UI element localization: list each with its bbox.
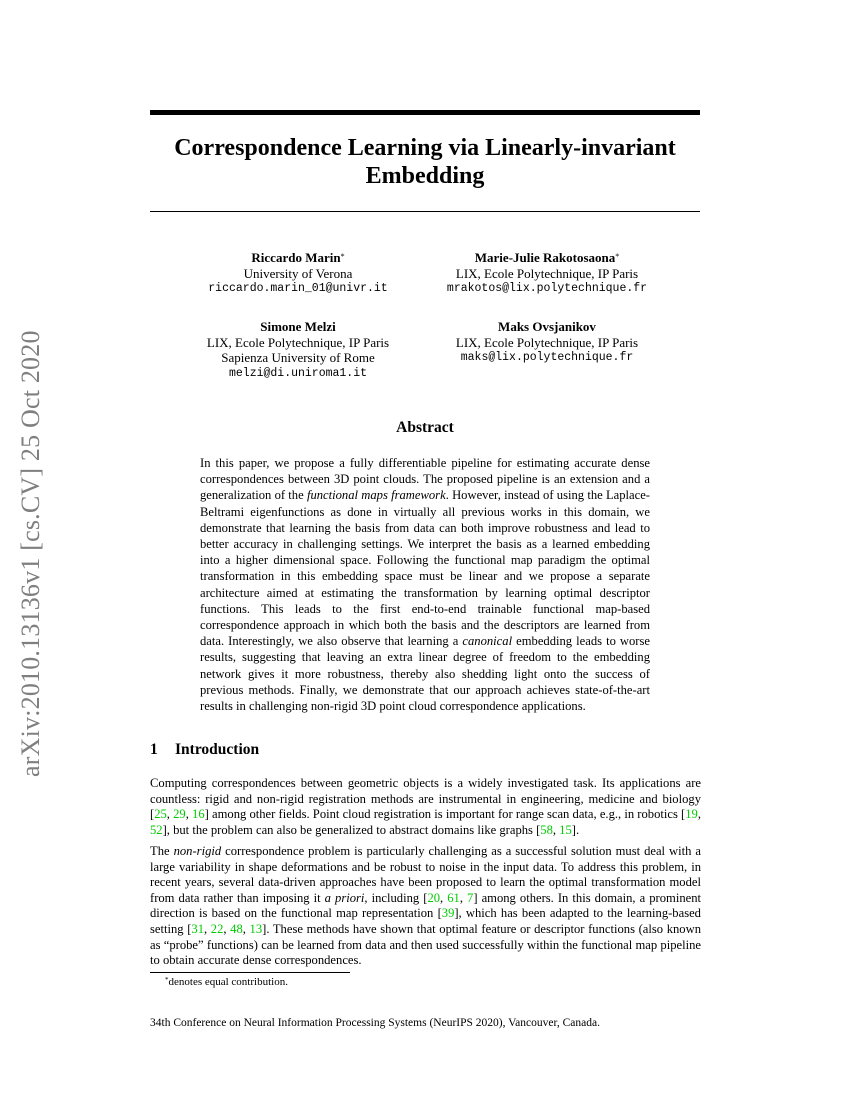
intro-paragraph-1: Computing correspondences between geometric objects is a widely investigated task. Its applications are countless: rigid and non-rigid registration methods are instrumental in engineering, medicine and biology [25, 29, 16] among other fields. Point cloud registration is important for range scan data, e.g., in robotics [19, 52], but the problem can also be generalized to abstract domains like graphs [58, 15]. [150, 776, 701, 837]
citation-link[interactable]: 13 [249, 921, 263, 936]
author-name: Maks Ovsjanikov [498, 319, 596, 334]
author-name: Marie-Julie Rakotosaona* [474, 250, 620, 265]
title-line-1: Correspondence Learning via Linearly-invariant [174, 135, 676, 161]
intro-paragraph-2: The non-rigid correspondence problem is particularly challenging as a successful solution must deal with a large variability in shape deformations and be robust to noise in the input data. To address this problem, in recent years, several data-driven approaches have been proposed to learn the optimal transformation model from data rather than imposing it a priori, including [20, 61, 7] among others. In this domain, a prominent direction is based on the functional map representation [39], which has been adapted to the learning-based setting [31, 22, 48, 13]. These methods have shown that optimal feature or descriptor functions (also known as “probe” functions) can be learned from data and then used successfully within the functional map pipeline to obtain accurate dense correspondences. [150, 844, 702, 968]
footnote-rule [150, 972, 350, 973]
footnote-mark: * [165, 976, 169, 984]
author-email: riccardo.marin_01@univr.it [208, 282, 388, 295]
section-title: Introduction [175, 741, 260, 758]
citation-link[interactable]: 31 [191, 921, 204, 936]
emphasis: canonical [462, 634, 513, 649]
author-email: maks@lix.polytechnique.fr [460, 351, 634, 364]
equal-contribution-mark: * [615, 252, 620, 261]
citation-link[interactable]: 48 [230, 921, 243, 936]
author-affiliation: Sapienza University of Rome [221, 350, 375, 365]
citation-link[interactable]: 20 [427, 890, 441, 905]
citation-link[interactable]: 52 [150, 822, 163, 837]
author-block [178, 250, 418, 297]
author-email: melzi@di.uniroma1.it [228, 366, 368, 380]
emphasis: non-rigid [173, 844, 222, 858]
title-top-rule [150, 110, 700, 115]
author-affiliation: LIX, Ecole Polytechnique, IP Paris [206, 334, 390, 350]
section-heading [150, 741, 259, 759]
author-block [427, 319, 667, 366]
title-line-2: Embedding [365, 163, 485, 189]
author-affiliation: University of Verona [243, 265, 353, 281]
citation-link[interactable]: 15 [559, 822, 572, 837]
author-block [427, 250, 667, 297]
citation-link[interactable]: 61 [447, 890, 460, 905]
footnote: *denotes equal contribution. [165, 976, 288, 988]
citation-link[interactable]: 19 [685, 807, 698, 822]
equal-contribution-mark: * [340, 252, 345, 261]
title-bottom-rule [150, 211, 700, 212]
abstract-heading: Abstract [396, 419, 454, 436]
citation-link[interactable]: 22 [210, 921, 224, 936]
author-block [178, 319, 418, 381]
conference-note: 34th Conference on Neural Information Processing Systems (NeurIPS 2020), Vancouver, Canada. [150, 1017, 600, 1029]
citation-link[interactable]: 58 [540, 822, 553, 837]
citation-link[interactable]: 7 [467, 890, 474, 905]
paper-title [150, 134, 700, 190]
citation-link[interactable]: 39 [441, 906, 455, 921]
author-affiliation: LIX, Ecole Polytechnique, IP Paris [455, 334, 639, 350]
arxiv-stamp: arXiv:2010.13136v1 [cs.CV] 25 Oct 2020 [16, 330, 45, 777]
section-number: 1 [150, 741, 158, 758]
abstract-body: In this paper, we propose a fully differentiable pipeline for estimating accurate dense correspondences between 3D point clouds. The proposed pipeline is an extension and a generalization of the functional maps framework. However, instead of using the Laplace-Beltrami eigenfunctions as done in virtually all previous works in this domain, we demonstrate that learning the basis from data can both improve robustness and lead to better accuracy in challenging settings. We interpret the basis as a learned embedding into a higher dimensional space. Following the functional map paradigm the optimal transformation in this embedding space must be linear and we propose a separate architecture aimed at estimating the transformation by learning optimal descriptor functions. This leads to the first end-to-end trainable functional map-based correspondence approach in which both the basis and the descriptors are learned from data. Interestingly, we also observe that learning a canonical embedding leads to worse results, suggesting that leaving an extra linear degree of freedom to the embedding network gives it more robustness, thereby also shedding light onto the success of previous methods. Finally, we demonstrate that our approach achieves state-of-the-art results in challenging non-rigid 3D point cloud correspondence applications. [200, 456, 650, 714]
emphasis: a priori [324, 890, 365, 905]
citation-link[interactable]: 29 [173, 807, 186, 822]
author-affiliation: LIX, Ecole Polytechnique, IP Paris [455, 265, 639, 281]
author-name: Simone Melzi [260, 319, 336, 334]
author-name: Riccardo Marin* [251, 250, 345, 265]
emphasis: functional maps framework [306, 488, 446, 503]
citation-link[interactable]: 25 [154, 807, 167, 822]
citation-link[interactable]: 16 [192, 807, 205, 822]
author-email: mrakotos@lix.polytechnique.fr [446, 282, 648, 295]
